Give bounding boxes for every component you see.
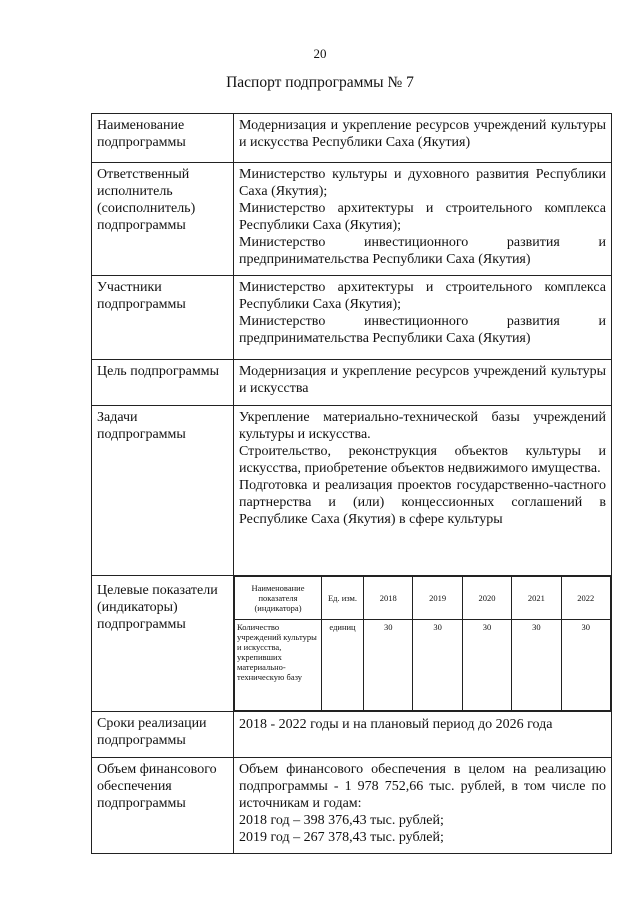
indicators-header: 2020 <box>462 577 511 620</box>
indicators-header: Наименование показателя (индикатора) <box>235 577 322 620</box>
row-label: Наименование подпрограммы <box>92 114 234 163</box>
row-value <box>234 276 612 360</box>
row-value <box>234 360 612 406</box>
value-line: Модернизация и укрепление ресурсов учреждений культуры и искусства <box>239 364 606 396</box>
indicators-header: 2019 <box>413 577 462 620</box>
row-label: Ответственный исполнитель (соисполнитель) подпрограммы <box>92 163 234 276</box>
indicators-cell-value: единиц <box>322 620 364 711</box>
value-line: Министерство архитектуры и строительного комплекса Республики Саха (Якутия); <box>239 280 606 312</box>
table-row <box>92 114 612 163</box>
passport-table <box>91 113 612 854</box>
value-line: Объем финансового обеспечения в целом на реализацию подпрограммы - 1 978 752,66 тыс. рублей, в том числе по источникам и годам: <box>239 762 606 811</box>
value-line: Министерство инвестиционного развития и предпринимательства Республики Саха (Якутия) <box>239 235 606 267</box>
indicators-header: 2021 <box>512 577 561 620</box>
table-row <box>92 576 612 712</box>
row-label: Участники подпрограммы <box>92 276 234 360</box>
row-value <box>234 114 612 163</box>
indicators-header: 2018 <box>364 577 413 620</box>
table-row <box>92 712 612 758</box>
indicators-data-row <box>235 620 611 711</box>
indicators-cell <box>234 576 612 712</box>
value-line: Министерство архитектуры и строительного комплекса Республики Саха (Якутия); <box>239 201 606 233</box>
indicators-cell-value: 30 <box>364 620 413 711</box>
row-label: Сроки реализации подпрограммы <box>92 712 234 758</box>
value-line: Подготовка и реализация проектов государственно-частного партнерства и (или) концессионных соглашений в Республике Саха (Якутия) в сфере культуры <box>239 478 606 527</box>
indicators-header: Ед. изм. <box>322 577 364 620</box>
indicators-cell-value: 30 <box>462 620 511 711</box>
indicators-header-row <box>235 577 611 620</box>
indicators-cell-value: 30 <box>413 620 462 711</box>
value-line: Министерство инвестиционного развития и предпринимательства Республики Саха (Якутия) <box>239 314 606 346</box>
value-line: Укрепление материально-технической базы учреждений культуры и искусства. <box>239 410 606 442</box>
page-number: 20 <box>313 46 327 61</box>
indicators-cell-value: 30 <box>561 620 610 711</box>
indicators-header: 2022 <box>561 577 610 620</box>
row-label: Целевые показатели (индикаторы) подпрограммы <box>92 576 234 712</box>
value-line: 2018 год – 398 376,43 тыс. рублей; <box>239 813 444 828</box>
table-row <box>92 163 612 276</box>
indicators-cell-value: 30 <box>512 620 561 711</box>
value-line: 2019 год – 267 378,43 тыс. рублей; <box>239 830 444 845</box>
page-title: Паспорт подпрограммы № 7 <box>226 74 414 91</box>
value-line: Министерство культуры и духовного развития Республики Саха (Якутия); <box>239 167 606 199</box>
table-row <box>92 758 612 854</box>
row-value <box>234 163 612 276</box>
value-line: Модернизация и укрепление ресурсов учреждений культуры и искусства Республики Саха (Якутия) <box>239 118 606 150</box>
table-row <box>92 276 612 360</box>
value-line: Строительство, реконструкция объектов культуры и искусства, приобретение объектов недвижимого имущества. <box>239 444 606 476</box>
row-label: Задачи подпрограммы <box>92 406 234 576</box>
indicators-table <box>234 576 611 711</box>
row-label: Объем финансового обеспечения подпрограммы <box>92 758 234 854</box>
row-label: Цель подпрограммы <box>92 360 234 406</box>
table-row <box>92 360 612 406</box>
row-value <box>234 758 612 854</box>
value-line: 2018 - 2022 годы и на плановый период до 2026 года <box>239 717 553 732</box>
table-row <box>92 406 612 576</box>
indicators-cell-value: Количество учреждений культуры и искусства, укрепивших материально-техническую базу <box>235 620 322 711</box>
row-value <box>234 406 612 576</box>
row-value <box>234 712 612 758</box>
